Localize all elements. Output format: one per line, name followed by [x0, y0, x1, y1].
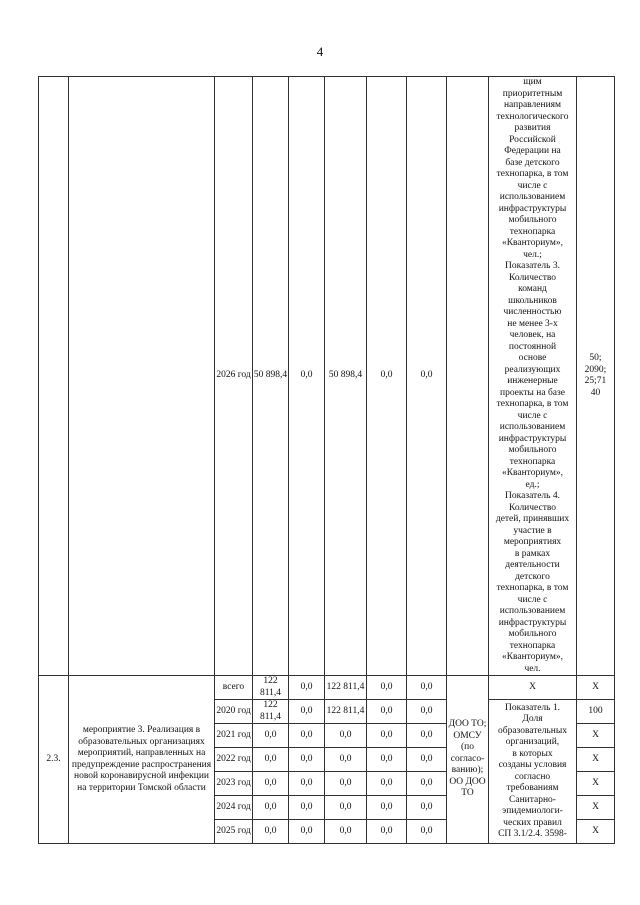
section-executor	[447, 676, 489, 844]
text-line: инженерные	[507, 376, 558, 386]
text-line: требованиям	[506, 783, 559, 793]
section-title: мероприятие 3. Реализация в образовательных организациях мероприятий, направленных на предупреждение распространения новой коронавирусной инфекции на территории Томской области	[69, 676, 215, 844]
cell-federal: 0,0	[289, 796, 325, 820]
text-line: базе детского	[505, 157, 560, 168]
text-line: детей, принявших	[495, 514, 570, 524]
text-line: мероприятиях	[503, 537, 562, 547]
cell-local: 0,0	[367, 724, 407, 748]
text-line: образовательных	[498, 725, 567, 736]
cell-regional: 0,0	[325, 748, 367, 772]
cell-local: 0,0	[367, 772, 407, 796]
text-line: созданы условия	[498, 760, 567, 770]
text-line: деятельности	[505, 560, 560, 570]
text-line: технопарка, в том	[496, 169, 569, 179]
cell-title	[69, 77, 215, 676]
text-line: использованием	[499, 192, 566, 202]
cell-federal: 0,0	[289, 820, 325, 844]
text-line: мобильного	[508, 445, 557, 455]
text-line: основе	[518, 353, 547, 363]
cell-total: 0,0	[253, 724, 289, 748]
text-line: согласо-	[450, 753, 485, 764]
text-line: не менее 3-х	[507, 318, 558, 329]
cell-other: 0,0	[407, 724, 447, 748]
cell-total: 122 811,4	[253, 676, 289, 700]
cell-other: 0,0	[407, 796, 447, 820]
text-line: в которых	[512, 748, 553, 759]
text-line: ванию);	[451, 765, 484, 776]
cell-indicator-values	[577, 77, 615, 676]
cell-regional: 0,0	[325, 772, 367, 796]
text-line: использованием	[499, 422, 566, 432]
cell-federal: 0,0	[289, 77, 325, 676]
text-line: Санитарно-	[509, 794, 556, 805]
cell-federal: 0,0	[289, 748, 325, 772]
cell-indicator-value: Х	[577, 820, 615, 844]
text-line: технопарка	[509, 226, 556, 237]
text-line: ческих правил	[503, 817, 562, 828]
cell-indicator-value: Х	[577, 748, 615, 772]
cell-total: 0,0	[253, 772, 289, 796]
cell-other: 0,0	[407, 820, 447, 844]
text-line: (по	[461, 742, 474, 753]
table-row	[39, 676, 615, 700]
text-line: человек, на	[509, 330, 556, 340]
text-line: Российской	[509, 134, 556, 145]
cell-year: 2023 год	[215, 772, 253, 796]
text-line: Доля	[522, 714, 543, 724]
cell-year: 2021 год	[215, 724, 253, 748]
text-line: направлениям	[503, 100, 562, 110]
text-line: ДОО ТО;	[448, 719, 487, 730]
cell-federal: 0,0	[289, 772, 325, 796]
text-line: Показатель 3.	[505, 261, 560, 271]
cell-federal: 0,0	[289, 724, 325, 748]
text-line: постоянной	[508, 341, 557, 352]
text-line: согласно	[514, 771, 551, 782]
cell-total: 122 811,4	[253, 700, 289, 724]
text-line: числе с	[517, 180, 548, 191]
cell-indicator-value: Х	[577, 724, 615, 748]
text-line: СП 3.1/2.4. 3598-	[498, 829, 567, 839]
cell-other: 0,0	[407, 676, 447, 700]
cell-regional: 0,0	[325, 724, 367, 748]
cell-indicator-value: Х	[577, 772, 615, 796]
section-indicator	[489, 700, 577, 844]
cell-executor	[447, 77, 489, 676]
text-line: «Кванториум»,	[501, 468, 564, 478]
text-line: мобильного	[508, 215, 557, 225]
text-line: ТО	[461, 788, 474, 799]
page-number: 4	[316, 44, 324, 59]
cell-indicator-value: Х	[577, 676, 615, 700]
cell-indicator-value: 100	[577, 700, 615, 724]
text-line: чел.;	[523, 249, 542, 260]
text-line: использованием	[499, 606, 566, 616]
cell-indicator-value: Х	[577, 796, 615, 820]
text-line: «Кванториум»,	[501, 652, 564, 662]
text-line: 50;	[589, 353, 602, 363]
text-line: «Кванториум»,	[501, 238, 564, 248]
cell-indicator	[489, 77, 577, 676]
cell-year: всего	[215, 676, 253, 700]
cell-other: 0,0	[407, 772, 447, 796]
text-line: ед.;	[525, 479, 540, 490]
text-line: эпидемиологи-	[502, 806, 563, 816]
cell-year: 2024 год	[215, 796, 253, 820]
text-line: технопарка, в том	[496, 583, 569, 593]
cell-other: 0,0	[407, 748, 447, 772]
cell-indicator: Х	[489, 676, 577, 700]
text-line: инфраструктуры	[498, 203, 567, 214]
text-line: технопарка	[509, 456, 556, 467]
text-line: 2090;	[584, 364, 607, 375]
text-line: числе с	[517, 410, 548, 421]
text-line: проекты на базе	[499, 387, 565, 398]
text-line: в рамках	[514, 548, 551, 559]
cell-federal: 0,0	[289, 676, 325, 700]
text-line: числе с	[517, 594, 548, 605]
text-line: организаций,	[505, 737, 560, 747]
cell-regional: 0,0	[325, 820, 367, 844]
cell-number	[39, 77, 69, 676]
text-line: школьников	[508, 295, 557, 306]
cell-year: 2020 год	[215, 700, 253, 724]
program-table	[38, 76, 615, 844]
text-line: Федерации на	[504, 146, 561, 156]
cell-local: 0,0	[367, 77, 407, 676]
text-line: численностью	[503, 307, 562, 317]
text-line: технопарка	[509, 640, 556, 651]
text-line: Показатель 1.	[505, 702, 560, 713]
cell-year: 2026 год	[215, 77, 253, 676]
text-line: инфраструктуры	[498, 433, 567, 444]
cell-local: 0,0	[367, 796, 407, 820]
text-line: приоритетным	[502, 88, 563, 99]
text-line: участие в	[513, 525, 552, 536]
text-line: Количество	[508, 502, 557, 513]
cell-local: 0,0	[367, 676, 407, 700]
cell-total: 0,0	[253, 796, 289, 820]
cell-year: 2022 год	[215, 748, 253, 772]
text-line: ОМСУ	[453, 730, 482, 741]
text-line: развития	[514, 123, 551, 133]
cell-regional: 0,0	[325, 796, 367, 820]
cell-year: 2025 год	[215, 820, 253, 844]
text-line: Показатель 4.	[505, 491, 560, 501]
text-line: щим	[523, 77, 542, 87]
cell-local: 0,0	[367, 748, 407, 772]
cell-total: 0,0	[253, 748, 289, 772]
text-line: инфраструктуры	[498, 617, 567, 628]
cell-local: 0,0	[367, 820, 407, 844]
table-row	[39, 77, 615, 676]
text-line: детского	[515, 571, 550, 582]
cell-other: 0,0	[407, 77, 447, 676]
cell-regional: 122 811,4	[325, 676, 367, 700]
text-line: мобильного	[508, 629, 557, 639]
text-line: Количество	[508, 272, 557, 283]
cell-federal: 0,0	[289, 700, 325, 724]
text-line: команд	[518, 284, 547, 294]
cell-other: 0,0	[407, 700, 447, 724]
text-line: технопарка, в том	[496, 399, 569, 409]
text-line: технологического	[496, 111, 569, 122]
cell-total: 0,0	[253, 820, 289, 844]
section-number: 2.3.	[39, 676, 69, 844]
text-line: ОО ДОО	[449, 776, 486, 787]
text-line: реализующих	[504, 364, 561, 375]
cell-regional: 50 898,4	[325, 77, 367, 676]
cell-regional: 122 811,4	[325, 700, 367, 724]
text-line: чел.	[524, 663, 541, 674]
text-line: 25;71	[584, 376, 607, 386]
cell-total: 50 898,4	[253, 77, 289, 676]
cell-local: 0,0	[367, 700, 407, 724]
text-line: 40	[590, 387, 601, 398]
